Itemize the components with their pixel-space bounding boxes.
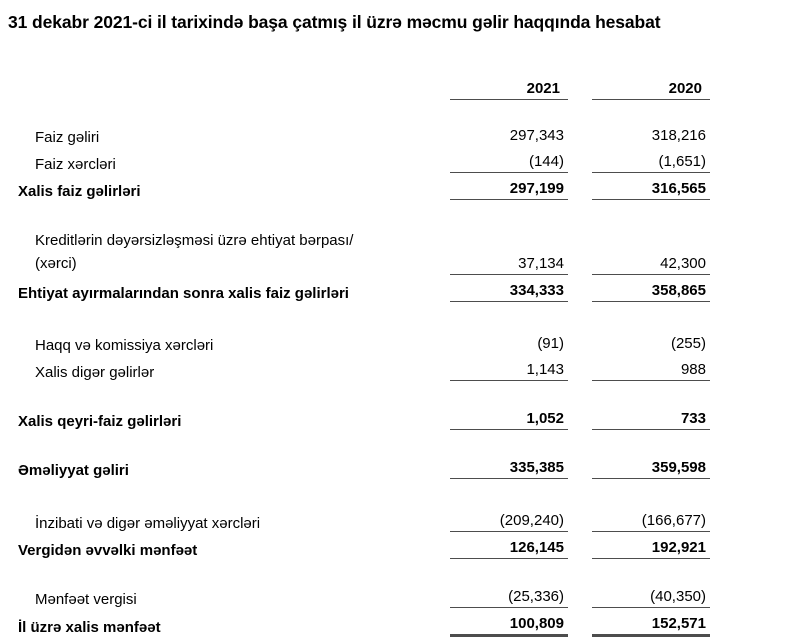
value-2020: (255) — [670, 335, 706, 352]
value-2020: 359,598 — [592, 452, 710, 479]
row-label: Xalis qeyri-faiz gəlirləri — [18, 412, 182, 430]
value-2020: 318,216 — [651, 127, 706, 144]
value-2020: (1,651) — [592, 146, 710, 173]
row-label: İnzibati və digər əməliyyat xərcləri — [35, 514, 261, 532]
value-2021: 37,134 — [450, 226, 568, 275]
row-label: Xalis digər gəlirlər — [35, 363, 155, 381]
row-label: Haqq və komissiya xərcləri — [35, 337, 214, 354]
table-row — [8, 505, 800, 532]
spacer-row — [8, 302, 800, 329]
value-2021: 297,199 — [450, 173, 568, 200]
value-2021: 126,145 — [450, 532, 568, 559]
row-label: Əməliyyat gəliri — [18, 461, 129, 479]
value-2021: (25,336) — [450, 581, 568, 608]
table-row-subtotal — [8, 403, 800, 430]
value-2021: (91) — [537, 335, 564, 352]
value-2021: 335,385 — [450, 452, 568, 479]
row-label — [8, 226, 450, 275]
row-label: Ehtiyat ayırmalarından sonra xalis faiz gəlirləri — [18, 284, 349, 302]
value-2020: 42,300 — [592, 226, 710, 275]
spacer-row — [8, 100, 800, 121]
table-row — [8, 354, 800, 381]
value-2020: (166,677) — [592, 505, 710, 532]
spacer-row — [8, 559, 800, 582]
table-row-subtotal — [8, 532, 800, 559]
table-row-subtotal — [8, 173, 800, 200]
row-label: Vergidən əvvəlki mənfəət — [18, 541, 198, 559]
income-statement-table — [8, 69, 800, 637]
table-row — [8, 146, 800, 173]
column-header-2020: 2020 — [592, 69, 710, 100]
row-label: Mənfəət vergisi — [35, 590, 137, 608]
table-row-subtotal — [8, 275, 800, 302]
row-label-line2: (xərci) — [35, 254, 77, 272]
page-title: 31 dekabr 2021-ci il tarixində başa çatmış il üzrə məcmu gəlir haqqında hesabat — [8, 12, 661, 32]
table-row-subtotal — [8, 452, 800, 479]
row-label: Faiz xərcləri — [35, 155, 116, 173]
value-2020: 316,565 — [592, 173, 710, 200]
row-label: Faiz gəliri — [35, 129, 100, 146]
table-row — [8, 120, 800, 146]
table-header-row — [8, 69, 800, 100]
value-2020: 192,921 — [592, 532, 710, 559]
row-label-line1: Kreditlərin dəyərsizləşməsi üzrə ehtiyat bərpası/ — [35, 231, 354, 249]
spacer-row — [8, 381, 800, 404]
row-label: Xalis faiz gəlirləri — [18, 182, 141, 200]
value-2021: (209,240) — [450, 505, 568, 532]
value-2020: (40,350) — [592, 581, 710, 608]
table-row — [8, 581, 800, 608]
value-2021: 297,343 — [509, 127, 564, 144]
table-row-total — [8, 608, 800, 636]
header-empty-cell — [8, 69, 450, 100]
spacer-row — [8, 479, 800, 506]
table-row — [8, 226, 800, 275]
value-2020: 988 — [592, 354, 710, 381]
spacer-row — [8, 430, 800, 453]
value-2020: 733 — [592, 403, 710, 430]
value-2021: 100,809 — [450, 608, 568, 636]
value-2021: 1,143 — [450, 354, 568, 381]
table-row — [8, 328, 800, 354]
value-2020: 358,865 — [592, 275, 710, 302]
value-2021: 334,333 — [450, 275, 568, 302]
value-2020: 152,571 — [592, 608, 710, 636]
column-header-2021: 2021 — [450, 69, 568, 100]
row-label: İl üzrə xalis mənfəət — [18, 618, 161, 636]
value-2021: (144) — [450, 146, 568, 173]
value-2021: 1,052 — [450, 403, 568, 430]
spacer-row — [8, 200, 800, 227]
